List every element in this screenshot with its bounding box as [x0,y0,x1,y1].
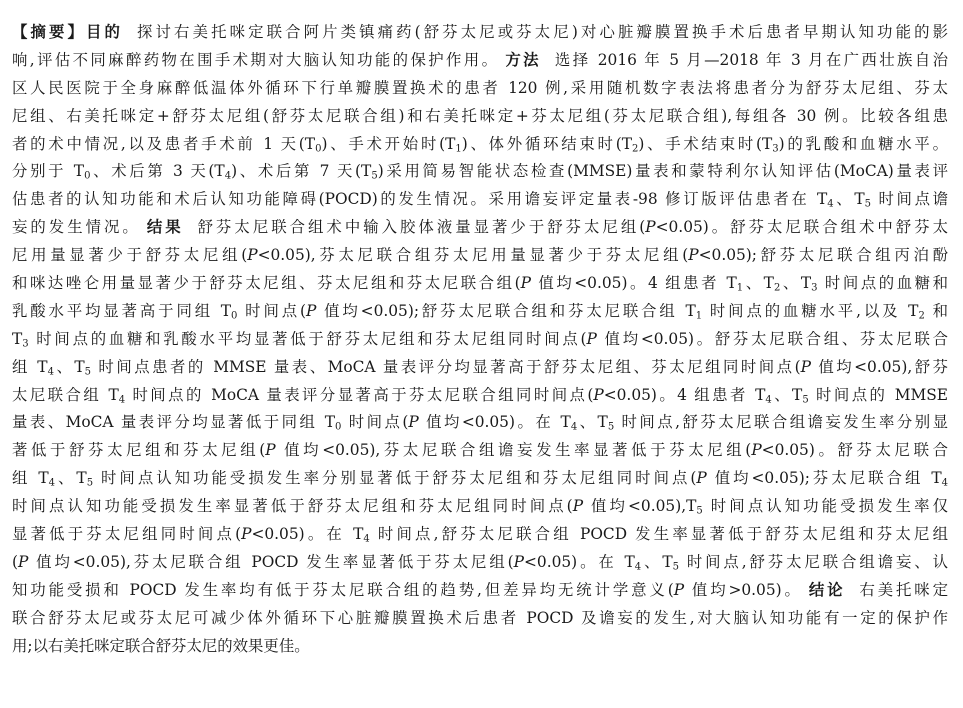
text-run: 时间点,舒芬太尼联合组谵妄、认 [679,552,948,571]
heading-methods: 方法 [505,50,541,69]
text-run: )、手术结束时(T [638,134,773,153]
italic-p: P [688,246,699,265]
text-run: 时间点的 MMSE [808,385,948,404]
text-run: 、术后第 3 天(T [90,162,225,181]
text-line [12,521,948,549]
text-run: 、T [771,385,803,404]
subscript: 5 [802,394,809,406]
text-run: 时间点谵 [870,190,948,209]
italic-p: P [18,552,29,571]
text-run: 时间点患者的 MMSE 量表、MoCA 量表评分均显著高于舒芬太尼组、芬太尼组同时间点( [91,357,801,376]
text-run: 组 T [12,469,49,488]
text-run: 舒芬太尼联合组术中输入胶体液量显著少于舒芬太尼组( [197,218,646,237]
text-run: 、T [780,274,812,293]
text-run: 、T [54,469,87,488]
text-line [12,298,948,326]
text-run: 、T [53,357,85,376]
text-run: 估患者的认知功能和术后认知功能障碍(POCD)的发生情况。采用谵妄评定量表-98 修订版评估患者在 T [12,190,828,209]
italic-p: P [513,552,525,571]
subscript: 4 [765,394,772,406]
text-run: 和咪达唑仑用量显著少于舒芬太尼组、芬太尼组和芬太尼联合组( [12,274,521,293]
text-run: 值均<0.05);芬太尼联合组 T [706,469,942,488]
subscript: 3 [22,338,29,350]
subscript: 5 [607,421,615,433]
text-run: 太尼联合组 T [12,385,119,404]
subscript: 2 [631,143,639,155]
text-run: <0.05);舒芬太尼联合组丙泊酚 [698,246,948,265]
text-run: )的乳酸和血糖水平。 [778,134,948,153]
subscript: 5 [84,366,92,378]
text-run: 时间点的血糖和乳酸水平均显著低于舒芬太尼组和芬太尼组同时间点( [28,329,587,348]
text-run: 尼用量显著少于舒芬太尼组( [12,246,248,265]
text-line [12,493,948,521]
subscript: 5 [672,561,680,573]
text-line [12,214,948,242]
text-line [12,354,948,382]
italic-p: P [673,580,685,599]
text-run: 值均<0.05)。在 T [418,413,571,432]
text-run: 右美托咪定 [859,580,948,599]
text-run: 妄的发生情况。 [12,218,141,237]
subscript: 4 [47,366,54,378]
italic-p: P [586,329,597,348]
abstract-label: 【摘要】 [12,23,87,41]
text-run: 值均<0.05);舒芬太尼联合组和芬太尼联合组 T [316,301,696,320]
text-run: 时间点的血糖水平,以及 T [702,301,919,320]
text-run: T [12,329,23,348]
text-run: 值均<0.05),芬太尼联合组 POCD 发生率显著低于芬太尼组( [28,552,514,571]
subscript: 1 [455,143,462,155]
text-run: <0.05)。舒芬太尼联合组术中舒芬太 [655,218,948,237]
subscript: 2 [918,310,925,322]
text-run: <0.05),芬太尼联合组芬太尼用量显著少于芬太尼组( [257,246,689,265]
text-run: 乳酸水平均显著高于同组 T [12,301,232,320]
text-run: )、手术开始时(T [321,134,456,153]
text-run: 时间点( [341,413,409,432]
italic-p: P [751,441,762,460]
subscript: 1 [695,310,703,322]
text-run: 尼组、右美托咪定+舒芬太尼组(舒芬太尼联合组)和右美托咪定+芬太尼组(芬太尼联合组),每组各 30 例。比较各组患 [12,106,948,125]
text-run: 和 [924,301,948,320]
text-run: 著低于舒芬太尼组和芬太尼组( [12,441,266,460]
text-line [12,326,948,354]
subscript: 3 [772,143,779,155]
subscript: 4 [941,477,948,489]
text-run: 量表、MoCA 量表评分均显著低于同组 T [12,413,336,432]
text-run: 响,评估不同麻醉药物在围手术期对大脑认知功能的保护作用。 [12,50,500,69]
subscript: 0 [231,310,238,322]
italic-p: P [408,413,419,432]
subscript: 4 [827,198,834,210]
text-run: ( [12,552,19,571]
text-run: 选择 2016 年 5 月—2018 年 3 月在广西壮族自治 [554,50,948,69]
text-run: 时间点认知功能受损发生率仅 [702,497,948,516]
subscript: 4 [118,394,126,406]
text-run: 、T [641,552,673,571]
heading-objective: 目的 [86,23,124,41]
italic-p: P [645,218,656,237]
text-run: 时间点,舒芬太尼联合组谵妄发生率分别显 [614,413,948,432]
text-line [12,186,948,214]
text-run: 分别于 T [12,162,85,181]
text-run: 联合舒芬太尼或芬太尼可减少体外循环下心脏瓣膜置换术后患者 POCD 及谵妄的发生,对大脑认知功能有一定的保护作 [12,608,948,627]
text-run: 组 T [12,357,48,376]
text-run: 显著低于芬太尼组同时间点( [12,525,242,544]
italic-p: P [800,357,811,376]
italic-p: P [247,246,258,265]
text-run: )采用简易智能状态检查(MMSE)量表和蒙特利尔认知评估(MoCA)量表评 [377,162,948,181]
text-line [12,47,948,75]
text-line [12,633,948,661]
text-line [12,242,948,270]
text-run: 时间点( [237,301,306,320]
text-line [12,437,948,465]
text-line [12,382,948,410]
subscript: 4 [363,533,370,545]
text-run: 值均<0.05),T [583,497,697,516]
text-run: <0.05)。在 T [251,525,364,544]
abstract [12,19,948,660]
text-line [12,577,948,605]
text-run: 探讨右美托咪定联合阿片类镇痛药(舒芬太尼或芬太尼)对心脏瓣膜置换手术后患者早期认知功能的影 [137,23,948,41]
text-line [12,549,948,577]
text-line [12,465,948,493]
subscript: 4 [48,477,55,489]
text-run: 时间点认知功能受损发生率分别显著低于舒芬太尼组和芬太尼组同时间点( [93,469,697,488]
subscript: 0 [315,143,322,155]
text-run: 者的术中情况,以及患者手术前 1 天(T [12,134,316,153]
text-run: 值均<0.05)。4 组患者 T [530,274,737,293]
text-run: 用;以右美托咪定联合舒芬太尼的效果更佳。 [12,636,310,655]
text-run: )、体外循环结束时(T [461,134,632,153]
subscript: 2 [773,282,781,294]
text-run: 、T [577,413,608,432]
subscript: 4 [634,561,642,573]
text-run: <0.05)。在 T [524,552,635,571]
text-run: 时间点的 MoCA 量表评分显著高于芬太尼联合组同时间点( [125,385,594,404]
text-run: 值均<0.05),芬太尼联合组谵妄发生率显著低于芬太尼组( [275,441,752,460]
text-run: 时间点认知功能受损发生率显著低于舒芬太尼组和芬太尼组同时间点( [12,497,573,516]
italic-p: P [696,469,707,488]
text-run: 、T [743,274,774,293]
text-line [12,131,948,159]
italic-p: P [572,497,584,516]
text-run: 值均>0.05)。 [684,580,803,599]
subscript: 1 [736,282,744,294]
text-run: 区人民医院于全身麻醉低温体外循环下行单瓣膜置换术的患者 120 例,采用随机数字表法将患者分为舒芬太尼组、芬太 [12,78,948,97]
text-run: 时间点,舒芬太尼联合组 POCD 发生率显著低于舒芬太尼组和芬太尼组 [369,525,948,544]
subscript: 5 [696,505,703,517]
heading-conclusion: 结论 [808,580,846,599]
text-run: 值均<0.05)。舒芬太尼联合组、芬太尼联合 [596,329,948,348]
subscript: 4 [570,421,578,433]
subscript: 5 [86,477,94,489]
subscript: 0 [84,170,91,182]
subscript: 3 [811,282,818,294]
subscript: 5 [864,198,871,210]
subscript: 0 [335,421,342,433]
text-run: 时间点的血糖和 [817,274,948,293]
subscript: 5 [371,170,378,182]
text-run: 值均<0.05),舒芬 [810,357,948,376]
italic-p: P [593,385,604,404]
italic-p: P [520,274,531,293]
heading-results: 结果 [146,218,184,237]
text-run: <0.05)。4 组患者 T [603,385,766,404]
text-run: )、术后第 7 天(T [231,162,372,181]
text-run: 知功能受损和 POCD 发生率均有低于芬太尼联合组的趋势,但差异均无统计学意义( [12,580,674,599]
italic-p: P [265,441,276,460]
text-line [12,75,948,103]
text-line [12,158,948,186]
text-run: <0.05)。舒芬太尼联合 [761,441,948,460]
italic-p: P [241,525,252,544]
text-run: 、T [833,190,865,209]
text-line [12,605,948,633]
text-line [12,103,948,131]
text-line [12,19,948,47]
text-line [12,270,948,298]
italic-p: P [306,301,317,320]
text-line [12,409,948,437]
subscript: 4 [224,170,232,182]
